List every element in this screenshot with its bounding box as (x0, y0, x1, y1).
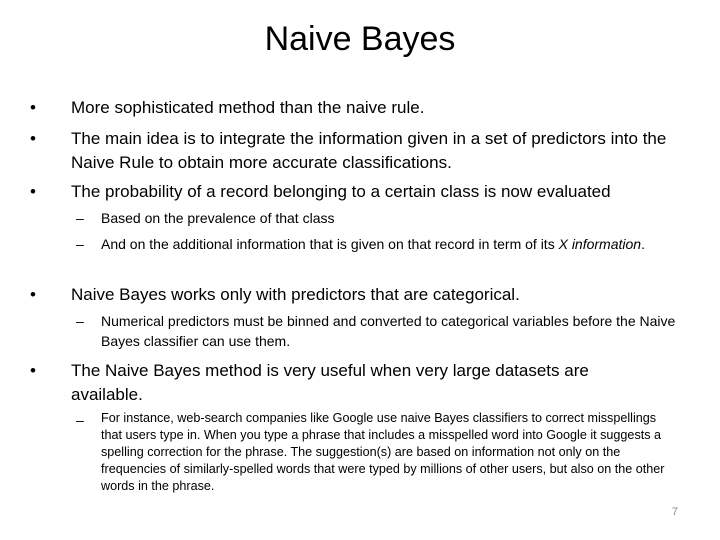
sub-bullet-text: For instance, web-search companies like Google use naive Bayes classifiers to correct misspellings that users type in. When you type a phrase that includes a misspelled word into Google it suggests a spelling correction for the phrase. The suggestion(s) are based on information not only on the frequencies of similarly-spelled words that were typed by millions of other users, but also on the other words in the phrase. (101, 411, 665, 493)
sub-bullet-marker: – (76, 412, 84, 428)
bullet-marker: • (30, 182, 36, 201)
sub-bullet-text: Based on the prevalence of that class (101, 210, 335, 226)
bullet-marker: • (30, 129, 36, 148)
bullet-text: More sophisticated method than the naive rule. (71, 98, 425, 117)
sub-bullet-marker: – (76, 236, 84, 252)
slide-title: Naive Bayes (264, 20, 456, 58)
sub-bullet-text-part: And on the additional information that is given on that record in term of its (101, 236, 559, 252)
sub-bullet-italic: X information (558, 236, 642, 252)
bullet-text: The Naive Bayes method is very useful when very large datasets are available. (71, 361, 589, 404)
bullet-marker: • (30, 361, 36, 380)
bullet-marker: • (30, 285, 36, 304)
sub-bullet-text (101, 234, 681, 254)
sub-bullet-text-part: . (641, 236, 645, 252)
bullet-marker: • (30, 98, 36, 117)
bullet-text: The main idea is to integrate the information given in a set of predictors into the Naive Rule to obtain more accurate classifications. (71, 129, 667, 172)
sub-bullet-text: Numerical predictors must be binned and converted to categorical variables before the Naive Bayes classifier can use them. (101, 313, 676, 349)
sub-bullet-marker: – (76, 210, 84, 226)
sub-bullet-marker: – (76, 313, 84, 329)
bullet-text: Naive Bayes works only with predictors that are categorical. (71, 285, 520, 304)
page-number: 7 (671, 506, 678, 518)
bullet-text: The probability of a record belonging to a certain class is now evaluated (71, 182, 611, 201)
